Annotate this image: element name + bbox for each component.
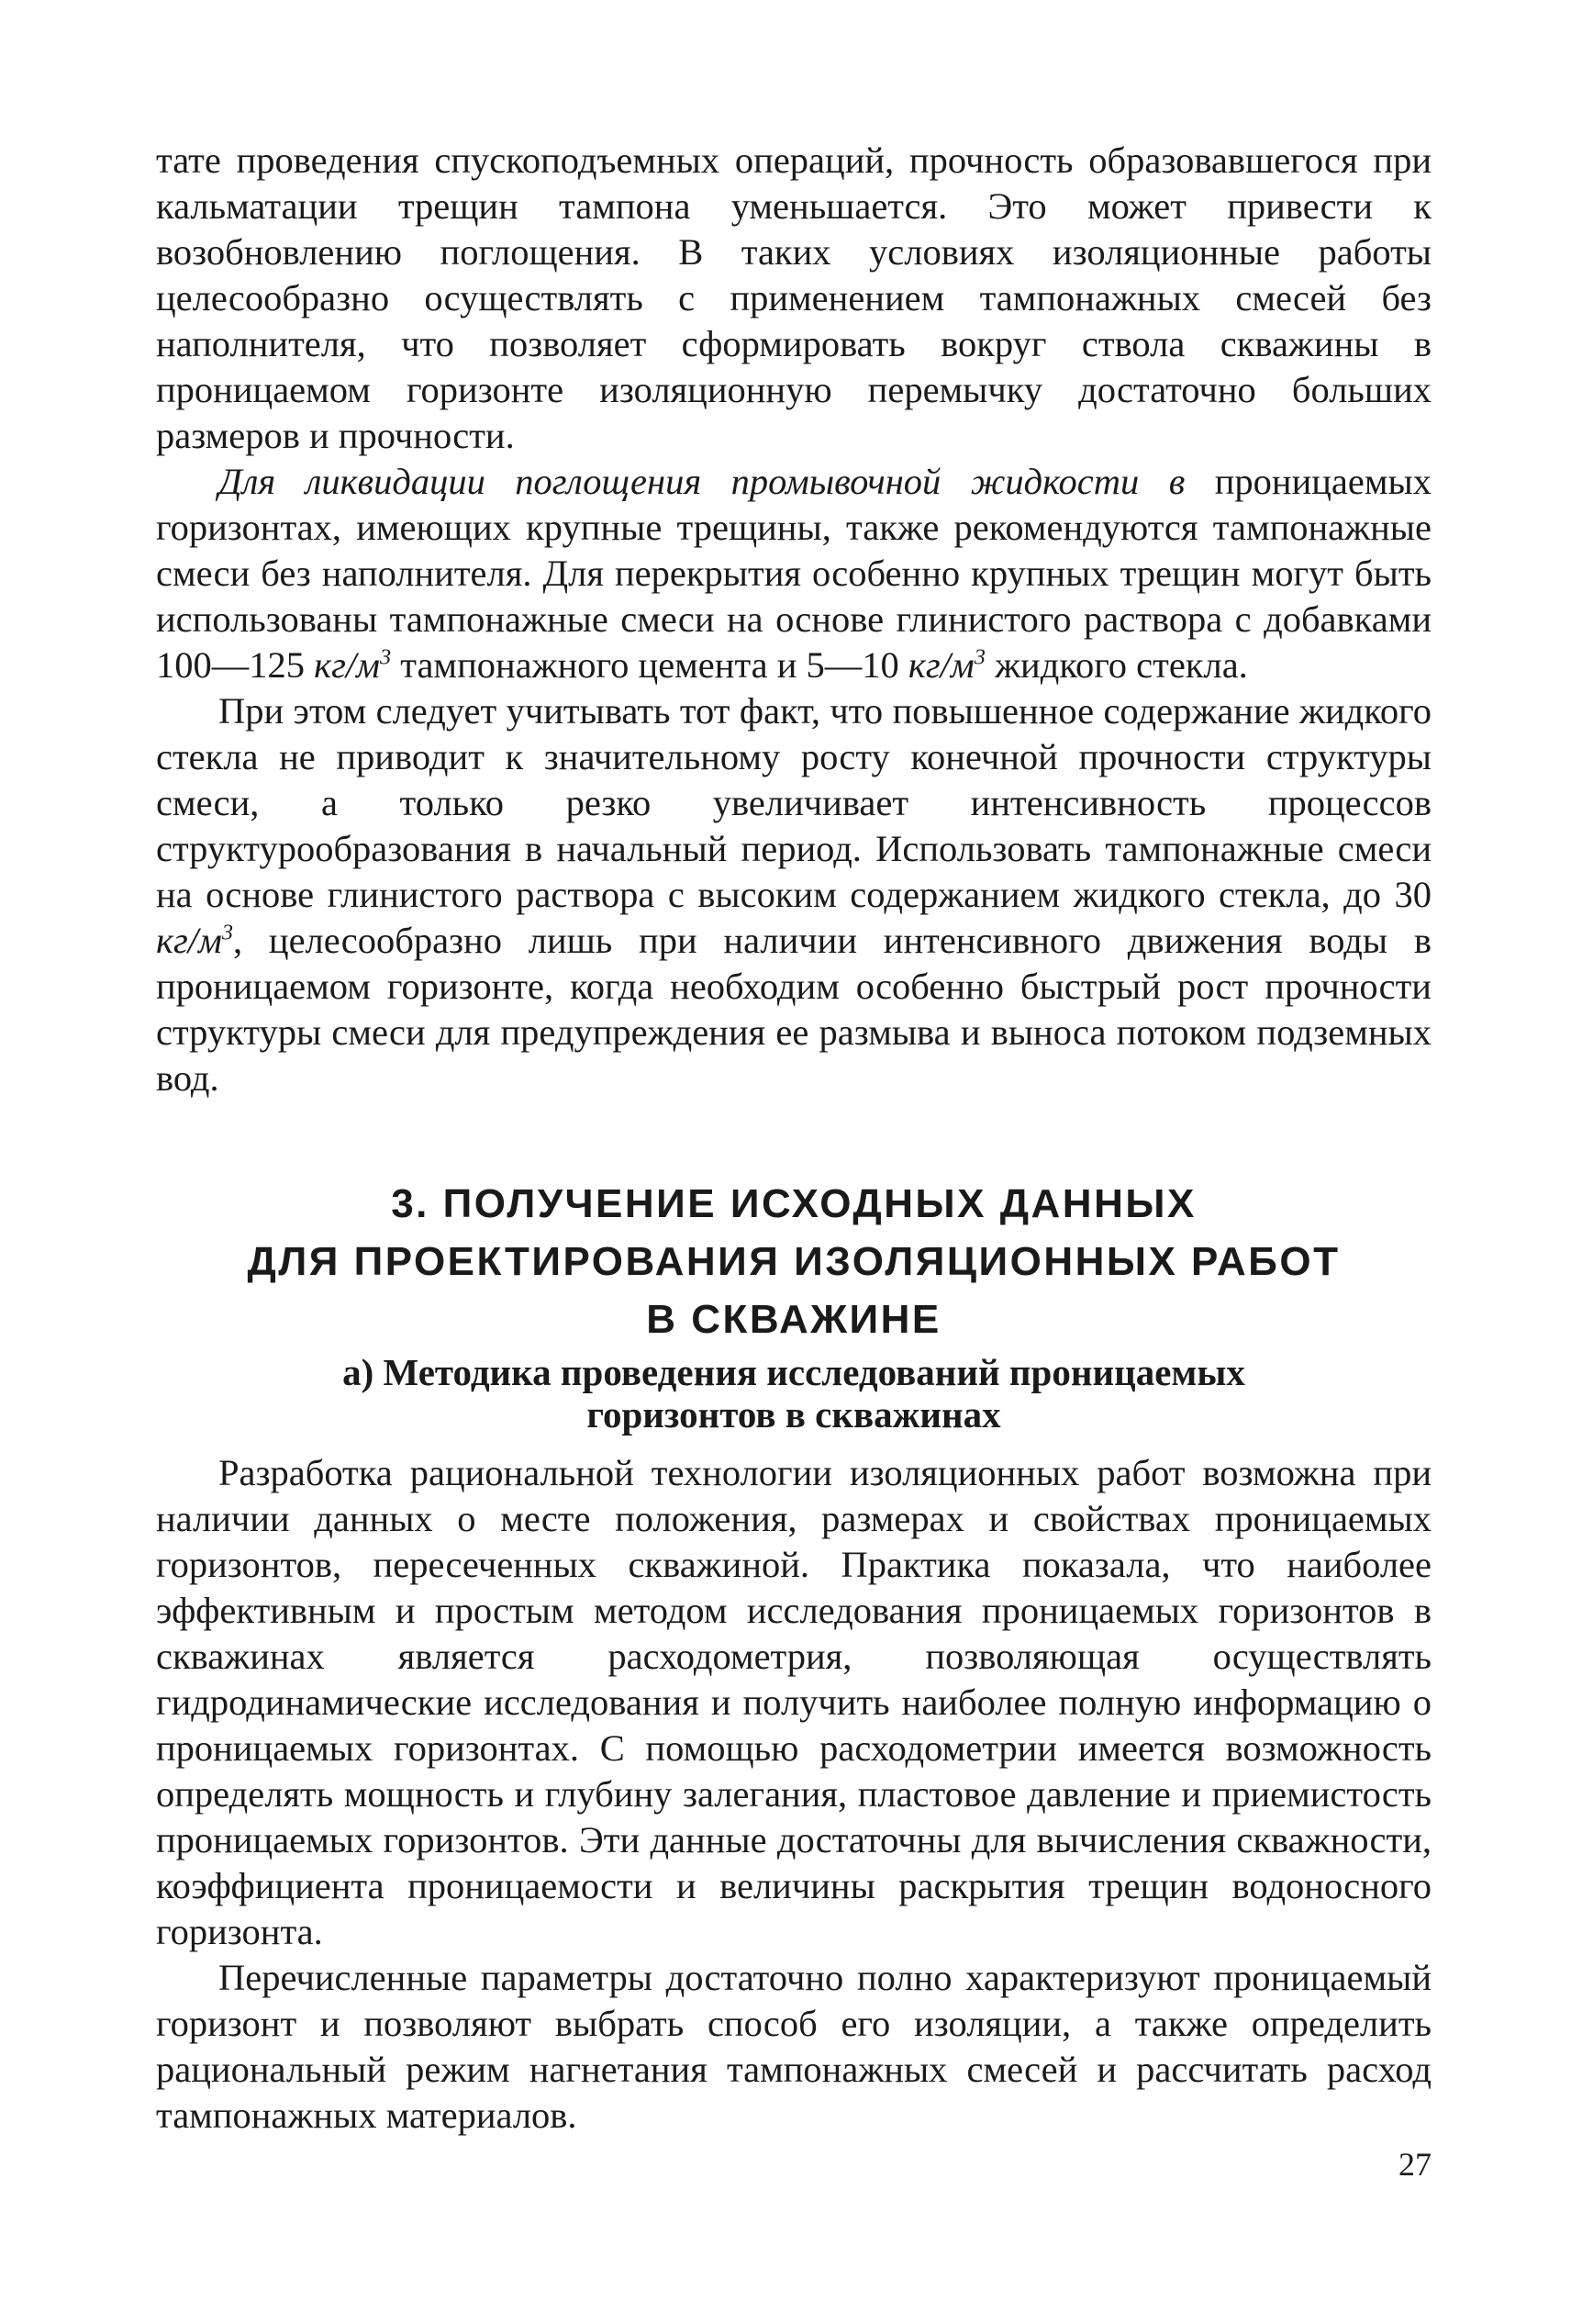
page-number: 27 — [1398, 2146, 1432, 2183]
paragraph-text: При этом следует учитывать тот факт, что повышенное содержание жидкого стекла не приводит к значительному росту конечной прочности структуры смеси, а только резко увеличивает интенсивность процессов структурообразования в начальный период. Использовать тампонажные смеси на основе глинистого раствора с высоким содержанием жидкого стекла, до 30 — [156, 690, 1432, 915]
paragraph-text: жидкого стекла. — [985, 644, 1248, 686]
unit-kg-per-m3: $кг/м^3$ — [314, 644, 392, 686]
section-heading — [156, 1175, 1432, 1348]
paragraph-text: проницаемых горизонтах, имеющих крупные трещины, также рекомендуются тампонажные смеси без наполнителя. Для перекрытия особенно крупных трещин могут быть использованы тампонажные смеси на основе глинистого раствора с добавками 100—125 — [156, 461, 1432, 686]
paragraph-methodology — [156, 1450, 1432, 1955]
subsection-heading — [156, 1351, 1432, 1436]
paragraph-text: тампонажного цемента и 5—10 — [391, 644, 908, 686]
paragraph-text: тате проведения спускоподъемных операций, прочность образовавшегося при кальматации трещин тампона уменьшается. Это может привести к возобновлению поглощения. В таких условиях изоляционные работы целесообразно осуществлять с применением тампонажных смесей без наполнителя, что позволяет сформировать вокруг ствола скважины в проницаемом горизонте изоляционную перемычку достаточно больших размеров и прочности. — [156, 140, 1432, 456]
subsection-heading-line: горизонтов в скважинах — [586, 1393, 1001, 1436]
section-heading-line: В СКВАЖИНЕ — [646, 1297, 941, 1342]
top-text-block — [156, 138, 1432, 1101]
section-heading-line: 3. ПОЛУЧЕНИЕ ИСХОДНЫХ ДАННЫХ — [391, 1181, 1197, 1226]
bottom-text-block — [156, 1450, 1432, 2139]
section-heading-line: ДЛЯ ПРОЕКТИРОВАНИЯ ИЗОЛЯЦИОННЫХ РАБОТ — [247, 1239, 1341, 1284]
italic-lead-phrase: Для ликвидации поглощения промывочной жидкости в — [218, 461, 1186, 502]
unit-kg-per-m3: $кг/м^3$ — [156, 920, 234, 961]
unit-kg-per-m3: $кг/м^3$ — [908, 644, 986, 686]
subsection-heading-line: а) Методика проведения исследований проницаемых — [342, 1351, 1245, 1393]
paragraph-text: Перечисленные параметры достаточно полно характеризуют проницаемый горизонт и позволяют выбрать способ его изоляции, а также определить рациональный режим нагнетания тампонажных смесей и рассчитать расход тампонажных материалов. — [156, 1957, 1432, 2136]
paragraph-liquid-glass — [156, 688, 1432, 1101]
paragraph-text: , целесообразно лишь при наличии интенсивного движения воды в проницаемом горизонте, когда необходим особенно быстрый рост прочности структуры смеси для предупреждения ее размыва и выноса потоком подземных вод. — [156, 920, 1432, 1099]
paragraph-text: Разработка рациональной технологии изоляционных работ возможна при наличии данных о месте положения, размерах и свойствах проницаемых горизонтов, пересеченных скважиной. Практика показала, что наиболее эффективным и простым методом исследования проницаемых горизонтов в скважинах является расходометрия, позволяющая осуществлять гидродинамические исследования и получить наиболее полную информацию о проницаемых горизонтах. С помощью расходометрии имеется возможность определять мощность и глубину залегания, пластовое давление и приемистость проницаемых горизонтов. Эти данные достаточны для вычисления скважности, коэффициента проницаемости и величины раскрытия трещин водоносного горизонта. — [156, 1452, 1432, 1952]
paragraph-absorption-elimination — [156, 459, 1432, 688]
paragraph-parameters — [156, 1955, 1432, 2139]
paragraph-continued — [156, 138, 1432, 459]
